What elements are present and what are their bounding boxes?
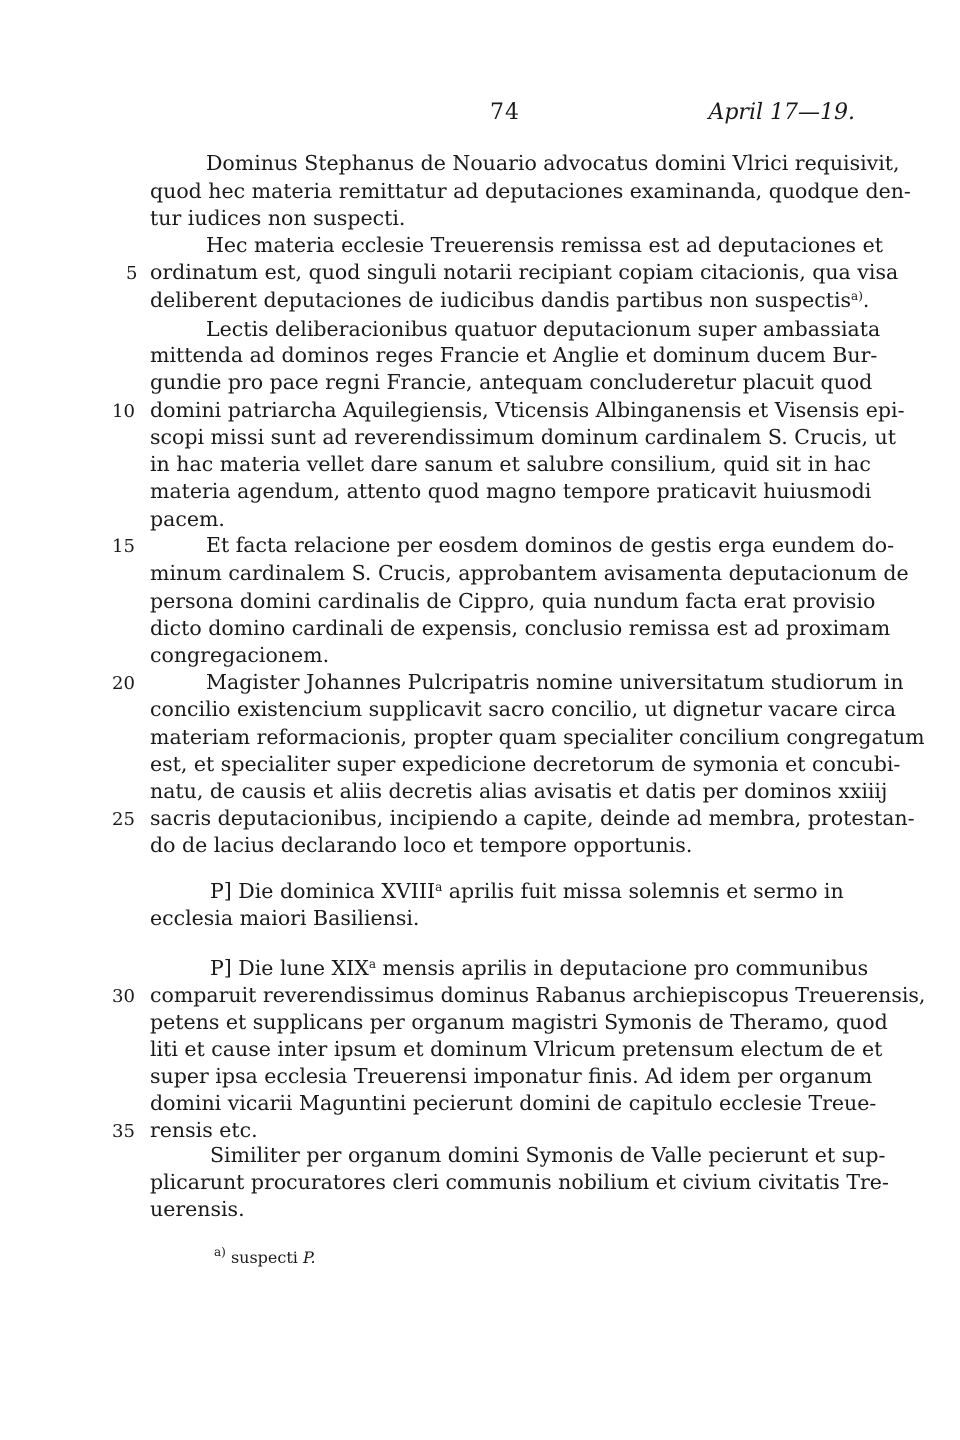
text-line: Lectis deliberacionibus quatuor deputacionum super ambassiata xyxy=(206,317,881,341)
text-line: materiam reformacionis, propter quam specialiter concilium congregatum xyxy=(150,725,925,749)
text-fragment: P] Die dominica XVIII xyxy=(210,879,436,903)
text-line: petens et supplicans per organum magistri Symonis de Theramo, quod xyxy=(150,1010,888,1034)
footnote-text: suspecti xyxy=(230,1248,298,1267)
text-fragment: mensis aprilis in deputacione pro communibus xyxy=(382,956,869,980)
text-fragment: aprilis fuit missa solemnis et sermo in xyxy=(448,879,844,903)
text-line: dicto domino cardinali de expensis, conclusio remissa est ad proximam xyxy=(150,616,891,640)
text-line xyxy=(210,878,844,904)
text-line: Magister Johannes Pulcripatris nomine universitatum studiorum in xyxy=(206,670,904,694)
line-number: 20 xyxy=(112,673,135,694)
footnote-marker: a) xyxy=(214,1245,226,1259)
line-number: 15 xyxy=(112,536,135,557)
footnote-ref: a) xyxy=(851,289,863,303)
text-line: comparuit reverendissimus dominus Rabanus archiepiscopus Treuerensis, xyxy=(150,983,926,1007)
text-line: ecclesia maiori Basiliensi. xyxy=(150,906,420,930)
text-line: concilio existencium supplicavit sacro concilio, ut dignetur vacare circa xyxy=(150,697,897,721)
text-line: pacem. xyxy=(150,507,225,531)
text-line: natu, de causis et aliis decretis alias avisatis et datis per dominos xxiiij xyxy=(150,779,888,803)
text-line: plicarunt procuratores cleri communis nobilium et civium civitatis Tre- xyxy=(150,1170,889,1194)
ordinal-marker: a xyxy=(368,957,377,971)
text-line: congregacionem. xyxy=(150,643,330,667)
line-number: 35 xyxy=(112,1121,135,1142)
text-line: deliberent deputaciones de iudicibus dandis partibus non suspectis$^{a)}$. xyxy=(150,288,870,312)
line-number: 5 xyxy=(126,263,138,284)
text-line: Et facta relacione per eosdem dominos de gestis erga eundem do- xyxy=(206,533,895,557)
text-fragment: deliberent deputaciones de iudicibus dandis partibus non suspectis xyxy=(150,288,852,312)
text-line: scopi missi sunt ad reverendissimum dominum cardinalem S. Crucis, ut xyxy=(150,425,896,449)
text-line: Dominus Stephanus de Nouario advocatus domini Vlrici requisivit, xyxy=(206,151,900,175)
text-line: do de lacius declarando loco et tempore opportunis. xyxy=(150,833,693,857)
text-line: sacris deputacionibus, incipiendo a capite, deinde ad membra, protestan- xyxy=(150,806,915,830)
text-line: liti et cause inter ipsum et dominum Vlricum pretensum electum de et xyxy=(150,1037,883,1061)
line-number: 10 xyxy=(112,401,135,422)
line-number: 30 xyxy=(112,986,135,1007)
text-line: persona domini cardinalis de Cippro, quia nundum facta erat provisio xyxy=(150,589,876,613)
page-number: 74 xyxy=(490,100,520,125)
running-head-date: April 17—19. xyxy=(708,100,855,125)
text-line: Hec materia ecclesie Treuerensis remissa est ad deputaciones et xyxy=(206,233,883,257)
line-number: 25 xyxy=(112,809,135,830)
text-line: domini patriarcha Aquilegiensis, Vticensis Albinganensis et Visensis epi- xyxy=(150,398,905,422)
text-line: tur iudices non suspecti. xyxy=(150,206,406,230)
text-line: quod hec materia remittatur ad deputaciones examinanda, quodque den- xyxy=(150,179,911,203)
footnote-siglum: P. xyxy=(302,1248,316,1267)
text-line: domini vicarii Maguntini pecierunt domini de capitulo ecclesie Treue- xyxy=(150,1091,877,1115)
text-fragment: P] Die lune XIX xyxy=(210,956,369,980)
text-line xyxy=(210,955,868,981)
text-line: in hac materia vellet dare sanum et salubre consilium, quid sit in hac xyxy=(150,452,871,476)
ordinal-marker: a xyxy=(435,880,443,894)
text-line: ordinatum est, quod singuli notarii recipiant copiam citacionis, qua visa xyxy=(150,260,899,284)
text-line: gundie pro pace regni Francie, antequam concluderetur placuit quod xyxy=(150,370,873,394)
footnote xyxy=(214,1245,316,1267)
text-line: est, et specialiter super expedicione decretorum de symonia et concubi- xyxy=(150,752,901,776)
text-line: uerensis. xyxy=(150,1197,245,1221)
text-line: rensis etc. xyxy=(150,1118,258,1142)
text-line: Similiter per organum domini Symonis de Valle pecierunt et sup- xyxy=(210,1143,886,1167)
text-line: super ipsa ecclesia Treuerensi imponatur finis. Ad idem per organum xyxy=(150,1064,873,1088)
text-line: materia agendum, attento quod magno tempore praticavit huiusmodi xyxy=(150,479,872,503)
text-line: minum cardinalem S. Crucis, approbantem avisamenta deputacionum de xyxy=(150,561,909,585)
text-line: mittenda ad dominos reges Francie et Anglie et dominum ducem Bur- xyxy=(150,343,878,367)
